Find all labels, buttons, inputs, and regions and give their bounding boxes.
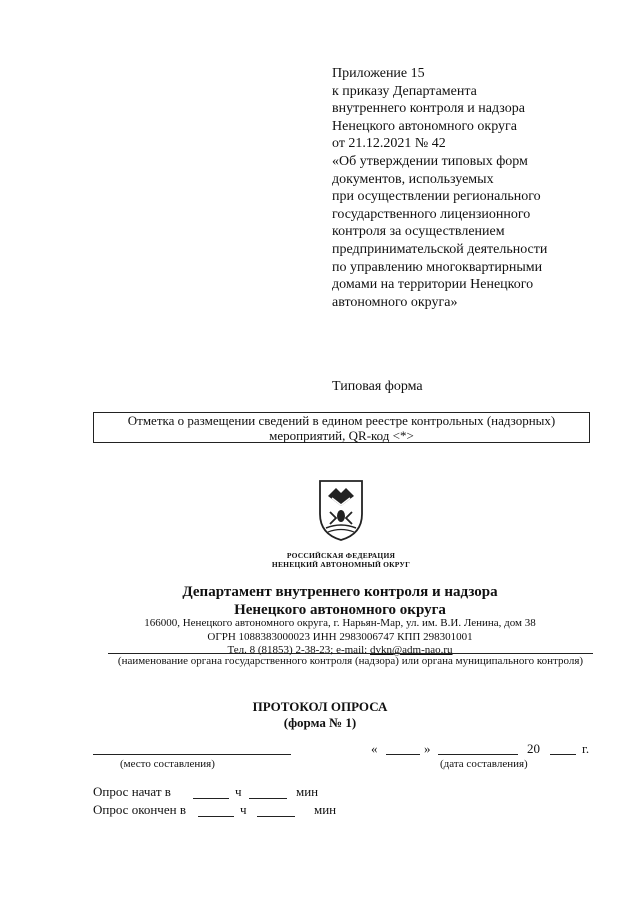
date-caption: (дата составления) <box>440 758 528 770</box>
appendix-line: «Об утверждении типовых форм <box>332 153 528 169</box>
appendix-line: к приказу Департамента <box>332 83 477 99</box>
day-input-line[interactable] <box>386 754 420 755</box>
start-hours-label: ч <box>235 784 242 799</box>
protocol-title <box>200 699 440 731</box>
header-rule <box>108 653 593 654</box>
registration-ids: ОГРН 1088383000023 ИНН 2983006747 КПП 298301001 <box>207 630 473 643</box>
year-prefix: 20 <box>527 741 540 756</box>
end-minutes-line[interactable] <box>257 816 295 817</box>
start-minutes-line[interactable] <box>249 798 287 799</box>
authority-caption: (наименование органа государственного контроля (надзора) или органа муниципального контроля) <box>117 655 584 667</box>
end-minutes-label: мин <box>314 802 337 817</box>
phone-text: Тел. 8 (81853) 2-38-23; e-mail: <box>227 644 370 656</box>
email-link[interactable]: dvkn@adm-nao.ru <box>370 644 453 656</box>
federation-header <box>200 551 482 569</box>
appendix-line: контроля за осуществлением <box>332 224 505 240</box>
protocol-subtitle: (форма № 1) <box>283 715 357 730</box>
federation-name: РОССИЙСКАЯ ФЕДЕРАЦИЯ <box>286 551 396 560</box>
appendix-block <box>332 65 632 311</box>
form-type-label: Типовая форма <box>332 379 423 394</box>
survey-end-label: Опрос окончен в <box>93 802 186 817</box>
year-suffix: г. <box>582 741 590 756</box>
appendix-line: по управлению многоквартирными <box>332 259 543 275</box>
quote-close: » <box>424 741 431 756</box>
appendix-line: Ненецкого автономного округа <box>332 118 517 134</box>
appendix-line: предпринимательской деятельности <box>332 241 548 257</box>
end-hours-line[interactable] <box>198 816 234 817</box>
department-line1: Департамент внутреннего контроля и надзора <box>182 584 498 600</box>
survey-start-label: Опрос начат в <box>93 784 171 799</box>
department-line2: Ненецкого автономного округа <box>234 602 446 618</box>
appendix-line: внутреннего контроля и надзора <box>332 101 525 117</box>
appendix-line: Приложение 15 <box>332 66 425 81</box>
qr-notice-line1: Отметка о размещении сведений в едином реестре контрольных (надзорных) <box>127 413 556 428</box>
place-input-line[interactable] <box>93 754 291 755</box>
appendix-line: от 21.12.2021 № 42 <box>332 136 446 152</box>
qr-notice-line2: мероприятий, QR-код <*> <box>269 427 414 443</box>
month-input-line[interactable] <box>438 754 518 755</box>
place-caption: (место составления) <box>120 758 215 770</box>
appendix-line: домами на территории Ненецкого <box>332 277 534 293</box>
department-name <box>120 583 560 619</box>
start-hours-line[interactable] <box>193 798 229 799</box>
start-minutes-label: мин <box>296 784 319 799</box>
end-hours-label: ч <box>240 802 247 817</box>
address: 166000, Ненецкого автономного округа, г. Нарьян-Мар, ул. им. В.И. Ленина, дом 38 <box>144 617 536 629</box>
department-details <box>120 617 560 658</box>
appendix-line: документов, используемых <box>332 171 494 187</box>
appendix-line: при осуществлении регионального <box>332 189 541 205</box>
protocol-heading: ПРОТОКОЛ ОПРОСА <box>252 699 388 714</box>
appendix-line: государственного лицензионного <box>332 206 531 222</box>
year-input-line[interactable] <box>550 754 576 755</box>
quote-open: « <box>371 741 378 756</box>
okrug-name: НЕНЕЦКИЙ АВТОНОМНЫЙ ОКРУГ <box>271 560 411 569</box>
qr-notice-box <box>93 412 590 443</box>
coat-of-arms-icon <box>316 478 366 542</box>
appendix-line: автономного округа» <box>332 294 458 310</box>
